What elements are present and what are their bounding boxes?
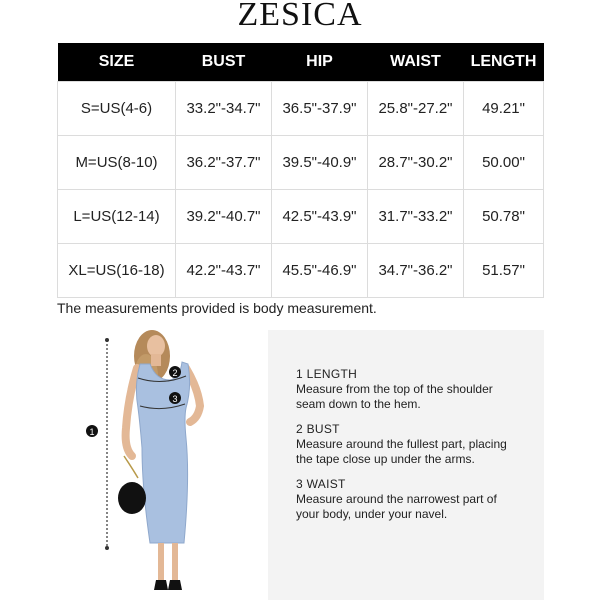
cell-hip: 42.5"-43.9" xyxy=(272,190,368,244)
instruction-text-line: your body, under your navel. xyxy=(296,507,448,521)
cell-length: 51.57" xyxy=(464,244,544,298)
left-arm xyxy=(126,368,137,456)
instruction-text-line: seam down to the hem. xyxy=(296,397,421,411)
header-bust: BUST xyxy=(176,43,272,82)
instruction-title: 3 WAIST xyxy=(296,477,346,491)
instruction-waist xyxy=(296,477,536,522)
table-row xyxy=(58,244,544,298)
shoe-shape xyxy=(154,580,168,590)
cell-length: 49.21" xyxy=(464,82,544,136)
header-length: LENGTH xyxy=(464,43,544,82)
dress-shape xyxy=(136,362,189,543)
cell-hip: 45.5"-46.9" xyxy=(272,244,368,298)
table-row xyxy=(58,136,544,190)
marker-2-label: 2 xyxy=(172,368,178,378)
instruction-text-line: Measure around the narrowest part of xyxy=(296,492,497,506)
instruction-bust xyxy=(296,422,536,467)
cell-bust: 33.2"-34.7" xyxy=(176,82,272,136)
cell-bust: 39.2"-40.7" xyxy=(176,190,272,244)
table-row xyxy=(58,190,544,244)
instruction-text-line: Measure from the top of the shoulder xyxy=(296,382,493,396)
cell-size: M=US(8-10) xyxy=(58,136,176,190)
cell-size: XL=US(16-18) xyxy=(58,244,176,298)
cell-hip: 36.5"-37.9" xyxy=(272,82,368,136)
instruction-title: 2 BUST xyxy=(296,422,340,436)
instruction-length xyxy=(296,367,536,412)
handbag-icon xyxy=(118,482,146,514)
marker-1-label: 1 xyxy=(89,427,95,437)
cell-waist: 34.7"-36.2" xyxy=(368,244,464,298)
table-row xyxy=(58,82,544,136)
header-waist: WAIST xyxy=(368,43,464,82)
measurement-note: The measurements provided is body measurement. xyxy=(57,300,377,316)
instruction-text-line: Measure around the fullest part, placing xyxy=(296,437,507,451)
marker-3-label: 3 xyxy=(172,394,178,404)
neck-shape xyxy=(151,354,161,366)
cell-waist: 25.8"-27.2" xyxy=(368,82,464,136)
length-line-top-dot xyxy=(105,338,109,342)
instruction-title: 1 LENGTH xyxy=(296,367,358,381)
face-shape xyxy=(147,335,165,357)
leg-shape xyxy=(158,543,164,581)
header-hip: HIP xyxy=(272,43,368,82)
table-header-row xyxy=(58,43,544,82)
leg-shape xyxy=(172,543,178,581)
model-illustration xyxy=(80,328,260,600)
header-size: SIZE xyxy=(58,43,176,82)
cell-waist: 31.7"-33.2" xyxy=(368,190,464,244)
size-chart-table xyxy=(57,43,544,298)
shoe-shape xyxy=(168,580,182,590)
cell-length: 50.78" xyxy=(464,190,544,244)
cell-waist: 28.7"-30.2" xyxy=(368,136,464,190)
cell-length: 50.00" xyxy=(464,136,544,190)
instruction-text-line: the tape close up under the arms. xyxy=(296,452,475,466)
cell-hip: 39.5"-40.9" xyxy=(272,136,368,190)
cell-size: S=US(4-6) xyxy=(58,82,176,136)
instructions-panel xyxy=(268,330,544,600)
cell-size: L=US(12-14) xyxy=(58,190,176,244)
brand-logo: ZESICA xyxy=(237,0,363,33)
cell-bust: 42.2"-43.7" xyxy=(176,244,272,298)
length-line-bottom-dot xyxy=(105,546,109,550)
cell-bust: 36.2"-37.7" xyxy=(176,136,272,190)
model-figure xyxy=(80,328,260,600)
